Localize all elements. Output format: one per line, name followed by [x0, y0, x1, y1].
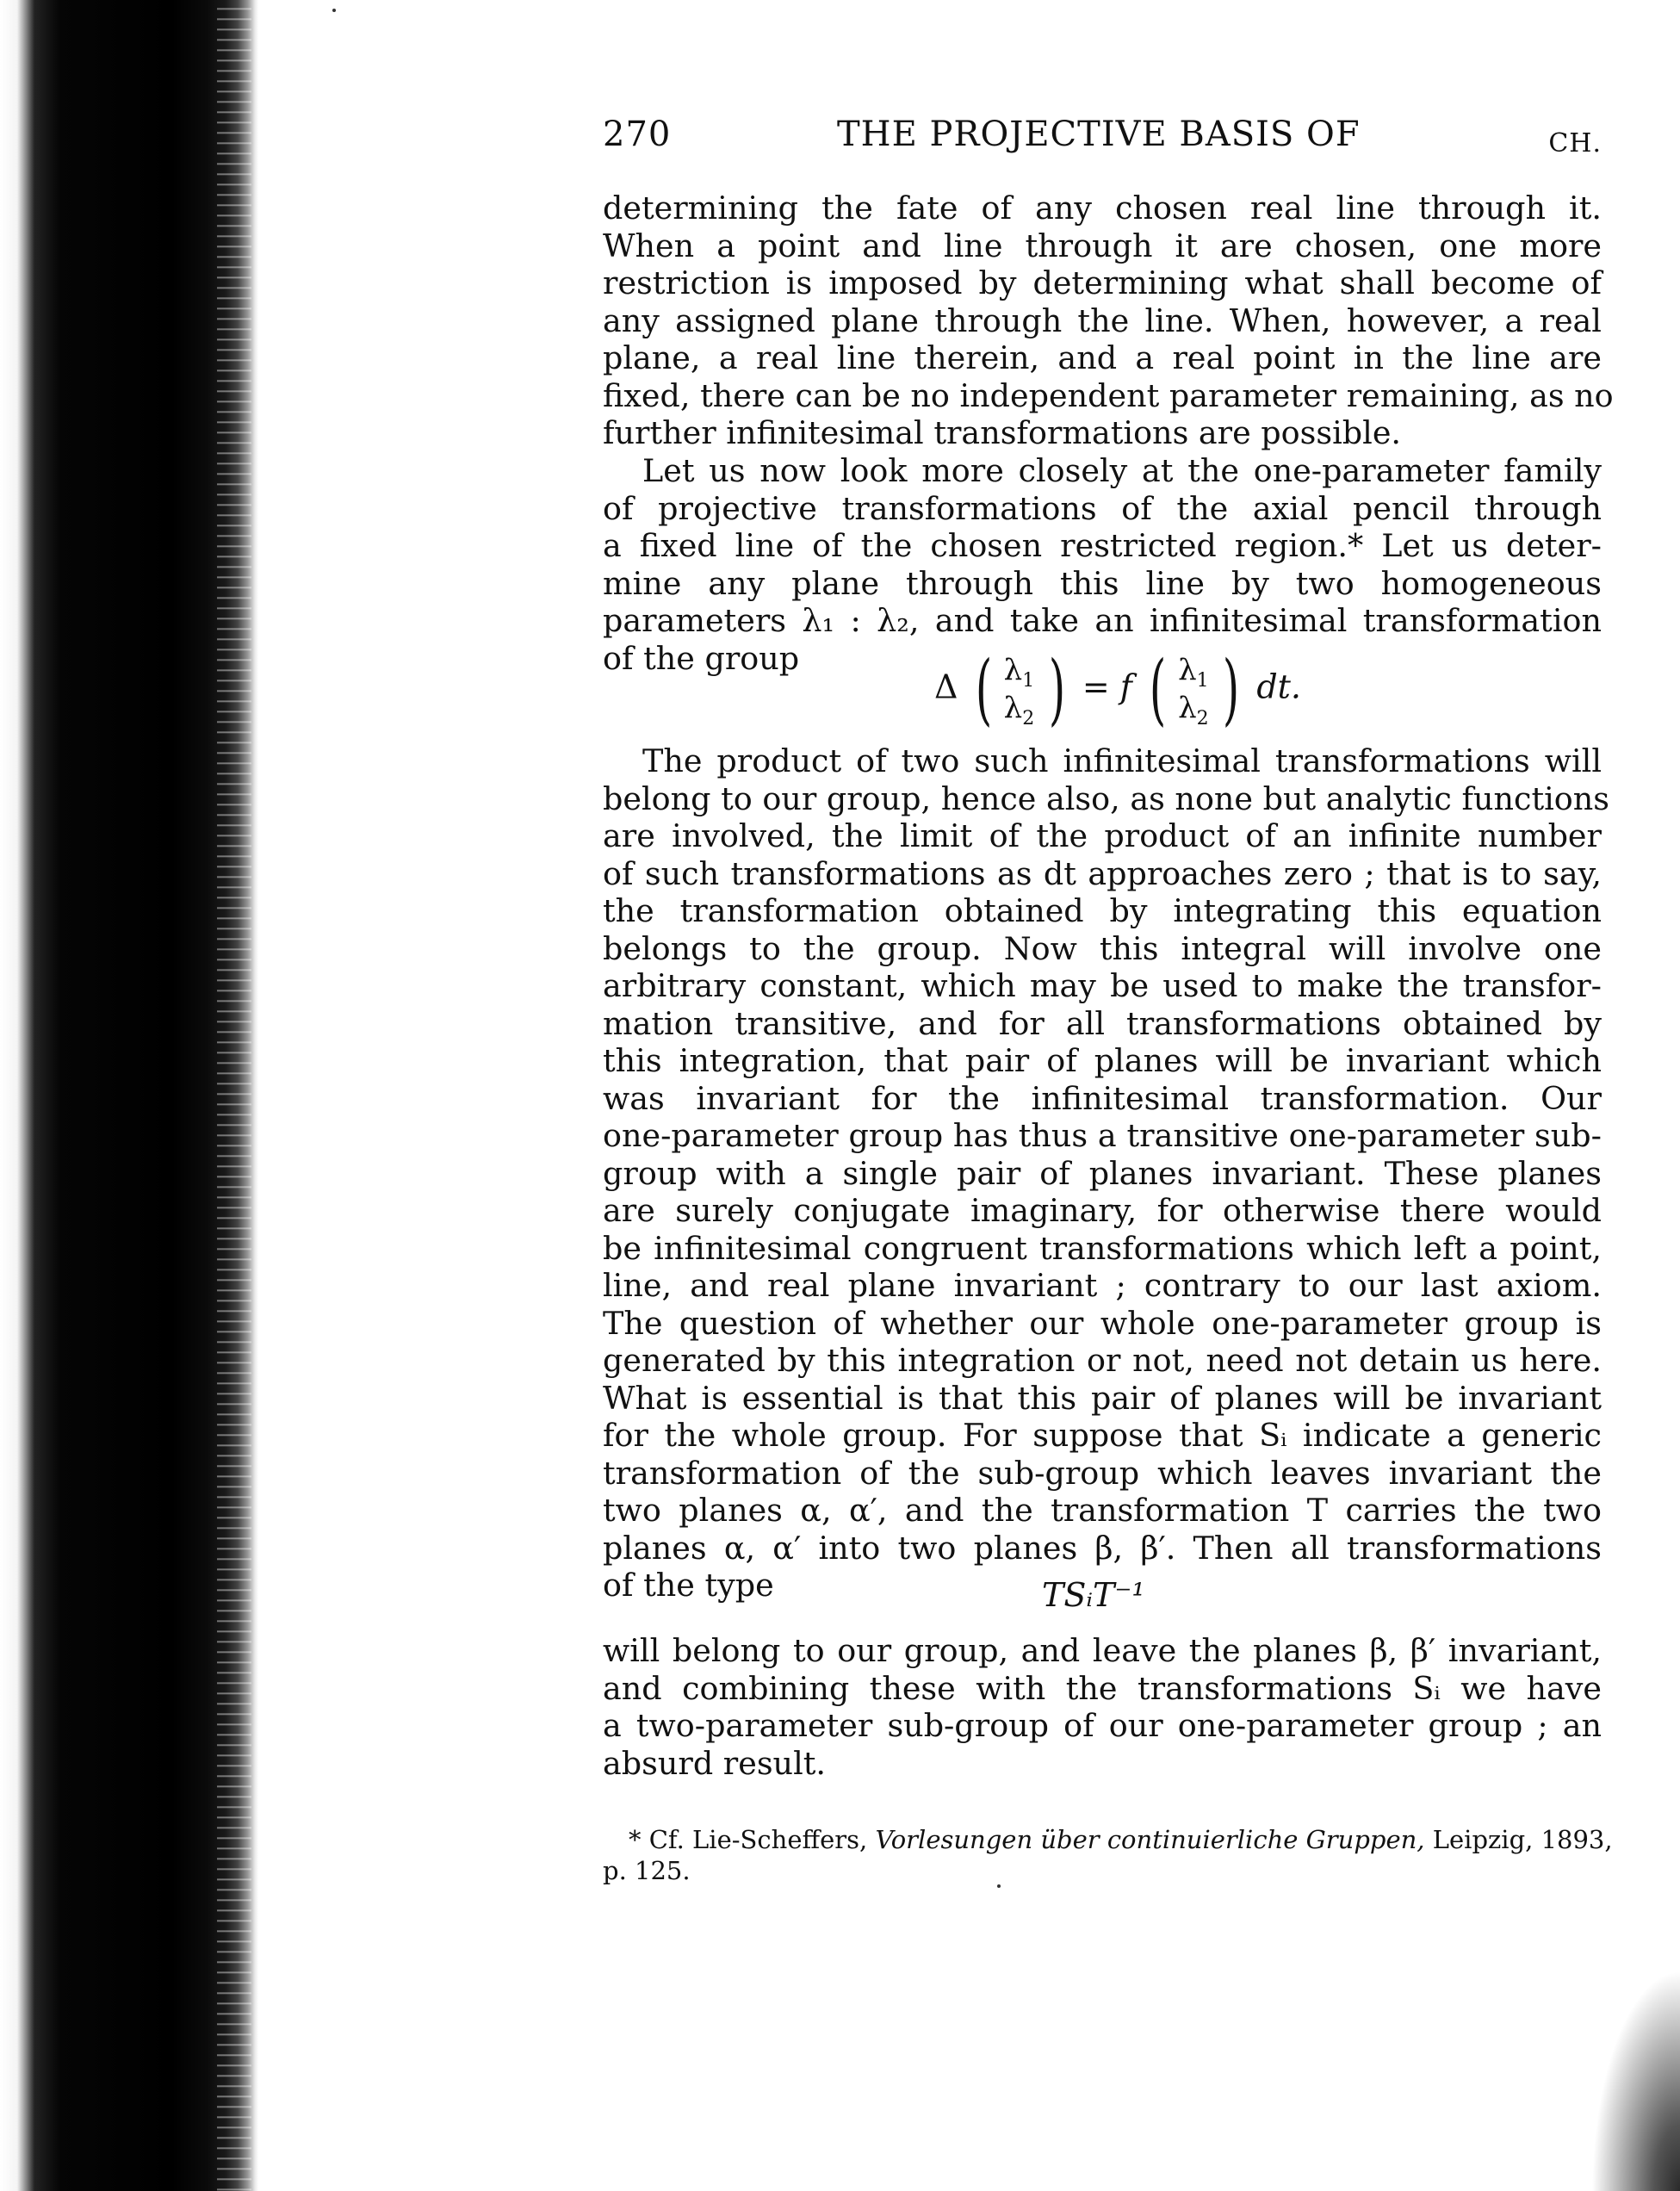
text-line: mation transitive, and for all transformations obtained by	[603, 1004, 1602, 1042]
equation-infinitesimal-transformation: Δ ( $\lambda_1$ $\lambda_2$ ) = f ( $\lambda_1$ $\lambda_2$ ) dt.	[934, 644, 1301, 735]
text-line: any assigned plane through the line. When, however, a real	[603, 301, 1602, 339]
paragraph-3	[603, 742, 1609, 1604]
text-line: one-parameter group has thus a transitive one-parameter sub-	[603, 1117, 1602, 1154]
book-page	[603, 108, 1602, 159]
text-line: line, and real plane invariant ; contrary to our last axiom.	[603, 1267, 1602, 1304]
text-line: restriction is imposed by determining what shall become of	[603, 264, 1602, 301]
text-line: a fixed line of the chosen restricted region.* Let us deter-	[603, 527, 1602, 564]
text-line: absurd result.	[603, 1744, 827, 1782]
text-line: a two-parameter sub-group of our one-parameter group ; an	[603, 1707, 1602, 1744]
text-line: fixed, there can be no independent parameter remaining, as no	[603, 376, 1614, 414]
text-line: When a point and line through it are chosen, one more	[603, 227, 1602, 264]
text-line: generated by this integration or not, need not detain us here.	[603, 1342, 1602, 1379]
footnote-book-title: Vorlesungen über continuierliche Gruppen,	[875, 1825, 1425, 1854]
lambda-vector-left: $\lambda_1$ $\lambda_2$	[1003, 653, 1035, 729]
text-line: for the whole group. For suppose that Sᵢ indicate a generic	[603, 1417, 1602, 1454]
footnote	[603, 1824, 1613, 1886]
chapter-abbrev: CH.	[1548, 128, 1602, 158]
page-corner-shadow	[1577, 1933, 1680, 2191]
text-line: group with a single pair of planes invariant. These planes	[603, 1154, 1602, 1192]
text-line: determining the fate of any chosen real line through it.	[603, 189, 1602, 227]
paragraph-2	[603, 452, 1602, 677]
page-number: 270	[603, 115, 672, 154]
delta-symbol: Δ	[934, 667, 958, 706]
text-line: mine any plane through this line by two homogeneous	[603, 564, 1602, 602]
text-line: of such transformations as dt approaches zero ; that is to say,	[603, 854, 1602, 892]
equals-f: = f	[1082, 667, 1132, 706]
footnote-line-2: p. 125.	[603, 1856, 691, 1885]
text-line: belong to our group, hence also, as none but analytic functions	[603, 779, 1609, 817]
speck	[997, 1884, 1001, 1888]
text-line: this integration, that pair of planes will be invariant which	[603, 1042, 1602, 1079]
binding-edge-texture	[217, 0, 251, 2191]
text-line: of the group	[603, 639, 800, 677]
text-line: the transformation obtained by integrating this equation	[603, 892, 1602, 929]
text-line: parameters λ₁ : λ₂, and take an infinitesimal transformation	[603, 602, 1602, 639]
running-title: THE PROJECTIVE BASIS OF	[837, 115, 1361, 154]
text-line: are involved, the limit of the product of an infinite number	[603, 817, 1602, 854]
paragraph-1	[603, 189, 1614, 452]
text-line: belongs to the group. Now this integral will involve one	[603, 929, 1602, 967]
text-line: of projective transformations of the axial pencil through	[603, 489, 1602, 527]
text-line: planes α, α′ into two planes β, β′. Then all transformations	[603, 1529, 1602, 1567]
text-line: The product of two such infinitesimal transformations will	[642, 742, 1602, 779]
text-line: be infinitesimal congruent transformations which left a point,	[603, 1229, 1602, 1267]
text-line: The question of whether our whole one-parameter group is	[603, 1304, 1602, 1342]
text-line: of the type	[603, 1567, 774, 1604]
text-line: and combining these with the transformations Sᵢ we have	[603, 1669, 1602, 1707]
paragraph-4	[603, 1632, 1602, 1782]
dt-term: dt.	[1256, 667, 1301, 706]
text-line: arbitrary constant, which may be used to make the transfor-	[603, 967, 1602, 1004]
text-line: further infinitesimal transformations are possible.	[603, 414, 1402, 451]
speck	[332, 9, 336, 12]
text-line: was invariant for the infinitesimal transformation. Our	[603, 1079, 1602, 1117]
text-line: will belong to our group, and leave the planes β, β′ invariant,	[603, 1632, 1602, 1669]
text-line: transformation of the sub-group which leaves invariant the	[603, 1454, 1602, 1492]
text-line: What is essential is that this pair of planes will be invariant	[603, 1379, 1602, 1417]
running-head	[603, 108, 1602, 159]
equation-conjugate-transformation: TSᵢT⁻¹	[1042, 1576, 1145, 1614]
footnote-line-1: * Cf. Lie-Scheffers, Vorlesungen über continuierliche Gruppen, Leipzig, 1893,	[629, 1825, 1613, 1854]
text-line: are surely conjugate imaginary, for otherwise there would	[603, 1192, 1602, 1229]
text-line: plane, a real line therein, and a real point in the line are	[603, 339, 1602, 376]
lambda-vector-right: $\lambda_1$ $\lambda_2$	[1178, 653, 1209, 729]
text-line: Let us now look more closely at the one-parameter family	[642, 452, 1602, 489]
text-line: two planes α, α′, and the transformation T carries the two	[603, 1492, 1602, 1529]
